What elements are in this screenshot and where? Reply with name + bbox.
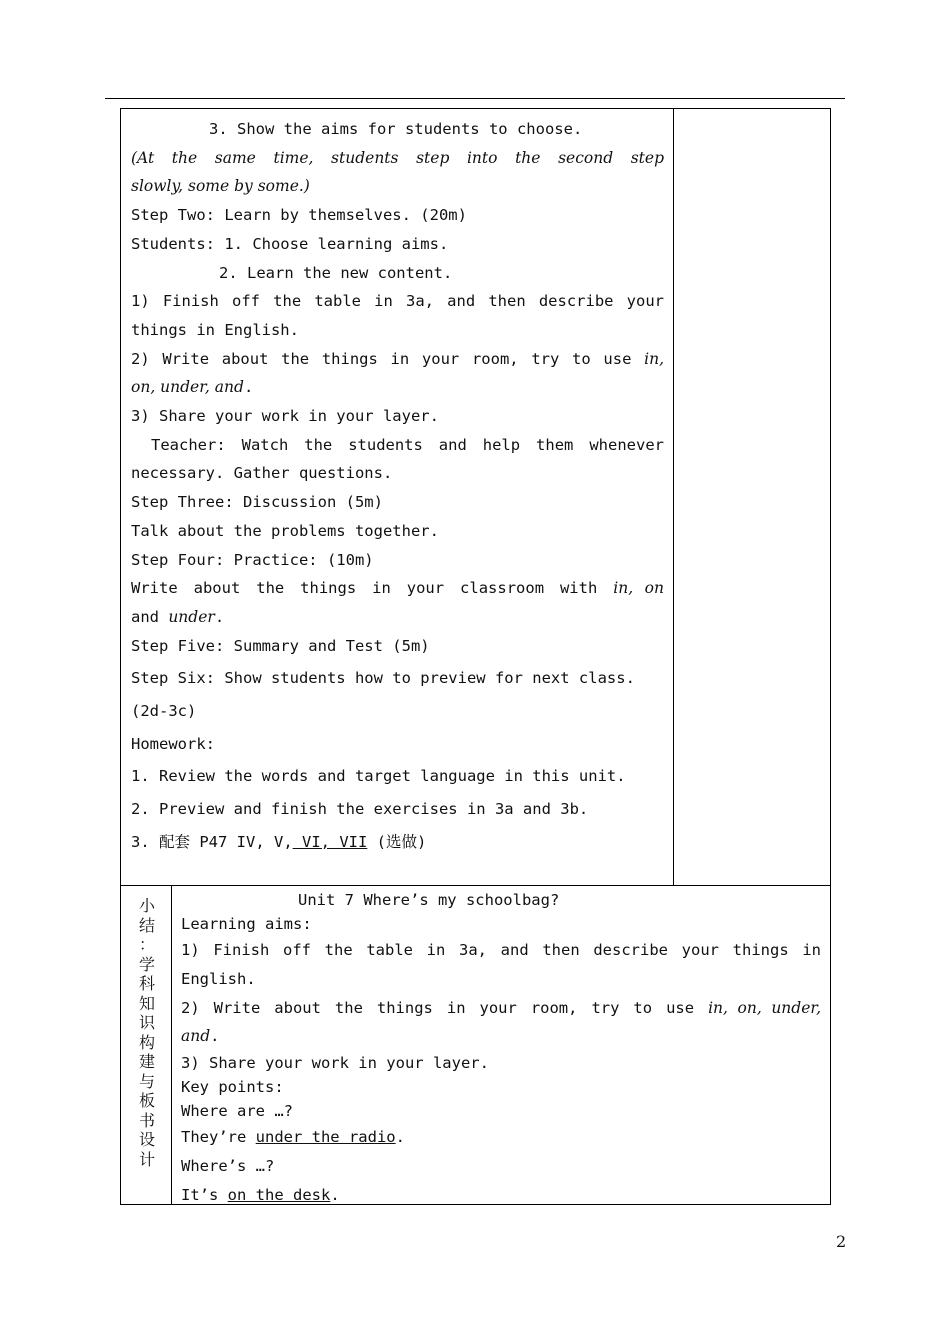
procedure-line: slowly, some by some.) <box>131 177 310 196</box>
procedure-line <box>131 603 664 632</box>
line-text: 2) Write about the things in your room, try to use <box>131 349 645 368</box>
summary-line <box>181 1123 821 1152</box>
line-text: They’re <box>181 1128 256 1147</box>
procedure-line: Step Two: Learn by themselves. (20m) <box>131 206 467 225</box>
side-label-char: ： <box>138 935 155 954</box>
procedure-table <box>120 108 831 886</box>
summary-line <box>181 1181 821 1210</box>
procedure-line <box>131 345 664 374</box>
column-divider <box>171 886 172 1204</box>
line-text: It’s <box>181 1185 228 1204</box>
procedure-line: 3. Show the aims for students to choose. <box>209 120 583 138</box>
line-text-italic: in, on, under, <box>708 998 822 1017</box>
summary-cell <box>181 888 821 1210</box>
page-number: 2 <box>836 1232 847 1251</box>
line-text: . <box>330 1185 340 1204</box>
summary-line <box>181 1022 821 1051</box>
side-label-char: 科 <box>138 974 155 993</box>
summary-line <box>181 994 821 1023</box>
line-text-italic: in, on <box>613 579 664 598</box>
line-text: 2) Write about the things in your room, try to use <box>181 998 709 1017</box>
procedure-line <box>131 574 664 603</box>
summary-title: Unit 7 Where’s my schoolbag? <box>298 891 560 909</box>
line-text: . <box>395 1128 405 1147</box>
procedure-line <box>131 828 664 857</box>
summary-line: Key points: <box>181 1078 284 1097</box>
procedure-line: 3) Share your work in your layer. <box>131 407 439 426</box>
summary-line: Learning aims: <box>181 915 312 933</box>
side-label-char: 学 <box>138 954 155 974</box>
line-text-italic: in, <box>644 349 664 368</box>
header-rule <box>105 98 845 99</box>
side-label-char: 设 <box>138 1130 155 1149</box>
summary-side-label <box>136 896 158 1169</box>
procedure-line: Step Six: Show students how to preview for next class. <box>131 669 635 688</box>
line-text-italic: on, under, and <box>131 378 244 397</box>
side-label-char: 书 <box>138 1110 155 1130</box>
procedure-line: Homework: <box>131 734 215 753</box>
side-label-char: 计 <box>138 1149 155 1169</box>
line-text: (选做) <box>367 832 427 851</box>
procedure-line: Step Four: Practice: (10m) <box>131 550 374 569</box>
line-text: . <box>243 378 254 397</box>
side-label-char: 知 <box>138 993 155 1013</box>
summary-line: Where’s …? <box>181 1156 275 1175</box>
line-text: . <box>214 607 225 626</box>
side-label-char: 小 <box>138 896 155 915</box>
procedure-line: Talk about the problems together. <box>131 521 439 540</box>
side-label-char: 识 <box>138 1013 155 1032</box>
procedure-line: Step Five: Summary and Test (5m) <box>131 636 430 655</box>
procedure-line: Step Three: Discussion (5m) <box>131 493 383 512</box>
side-label-char: 与 <box>138 1071 155 1091</box>
procedure-line: Students: 1. Choose learning aims. <box>131 234 449 253</box>
procedure-line: 1) Finish off the table in 3a, and then describe your <box>131 292 664 311</box>
line-text-underlined: on the desk <box>227 1185 331 1204</box>
procedure-line <box>131 373 664 402</box>
line-text-italic: and <box>181 1027 211 1046</box>
line-text-underlined: under the radio <box>255 1128 396 1147</box>
line-text: 3. 配套 P47 IV, V, <box>131 832 293 851</box>
procedure-line: (At the same time, students step into the second step <box>131 148 664 167</box>
procedure-line: 1. Review the words and target language in this unit. <box>131 767 626 786</box>
procedure-line: things in English. <box>131 320 299 339</box>
line-text-underlined: VI, VII <box>292 832 368 851</box>
side-label-char: 构 <box>138 1032 155 1052</box>
line-text: and <box>131 607 169 626</box>
summary-line: 1) Finish off the table in 3a, and then describe your things in <box>181 941 821 959</box>
summary-table <box>120 886 831 1205</box>
procedure-line: (2d-3c) <box>131 702 197 721</box>
column-divider <box>673 109 674 885</box>
procedure-line: Teacher: Watch the students and help them whenever <box>151 435 664 454</box>
procedure-line: 2. Learn the new content. <box>219 263 453 282</box>
line-text: . <box>210 1027 220 1046</box>
procedure-line: 2. Preview and finish the exercises in 3a and 3b. <box>131 800 589 819</box>
line-text: Write about the things in your classroom with <box>131 579 614 598</box>
procedure-cell <box>131 115 664 857</box>
side-label-char: 板 <box>138 1091 155 1110</box>
line-text-italic: under <box>168 607 215 626</box>
side-label-char: 结 <box>138 915 155 935</box>
summary-line: 3) Share your work in your layer. <box>181 1054 489 1073</box>
side-label-char: 建 <box>138 1052 155 1071</box>
summary-line: Where are …? <box>181 1102 293 1121</box>
procedure-line: necessary. Gather questions. <box>131 464 393 483</box>
summary-line: English. <box>181 969 256 988</box>
